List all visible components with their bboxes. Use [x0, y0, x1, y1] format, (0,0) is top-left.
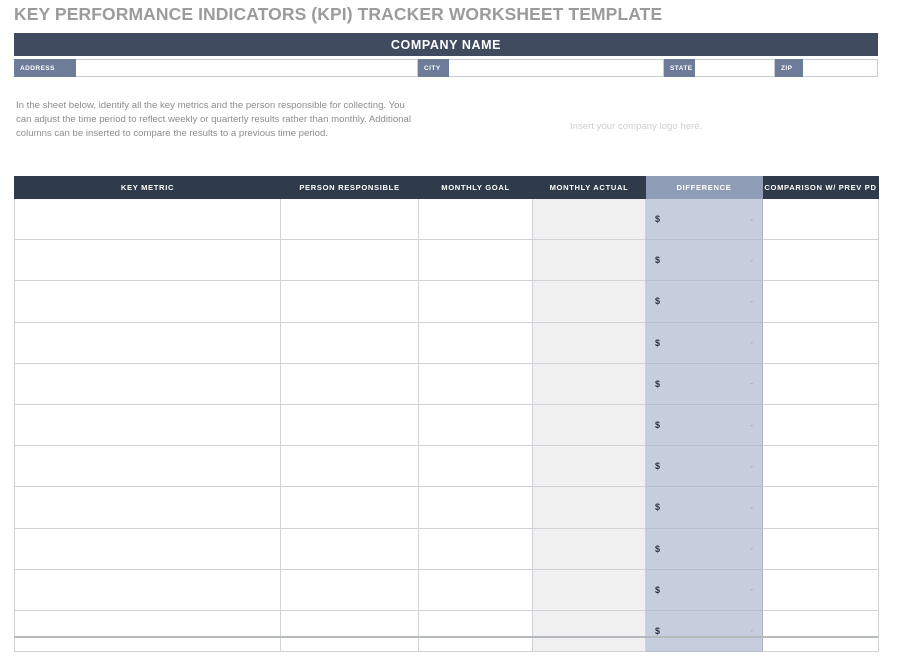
difference-value: -: [750, 461, 753, 471]
table-row: [15, 446, 879, 487]
cell-monthly-actual[interactable]: [533, 363, 646, 404]
cell-difference[interactable]: [646, 487, 763, 528]
column-header-monthly-actual[interactable]: MONTHLY ACTUAL: [533, 177, 646, 199]
company-name-label: COMPANY NAME: [390, 37, 502, 52]
cell-comparison-prev-pd[interactable]: [763, 363, 879, 404]
cell-monthly-actual[interactable]: [533, 446, 646, 487]
cell-key-metric[interactable]: [15, 610, 281, 651]
state-label: STATE: [664, 59, 695, 77]
cell-key-metric[interactable]: [15, 199, 281, 240]
cell-difference[interactable]: [646, 610, 763, 651]
cell-difference[interactable]: [646, 363, 763, 404]
cell-monthly-goal[interactable]: [419, 528, 533, 569]
cell-comparison-prev-pd[interactable]: [763, 487, 879, 528]
difference-value: -: [750, 379, 753, 389]
cell-comparison-prev-pd[interactable]: [763, 569, 879, 610]
cell-key-metric[interactable]: [15, 281, 281, 322]
table-row: [15, 528, 879, 569]
cell-comparison-prev-pd[interactable]: [763, 404, 879, 445]
currency-symbol: $: [655, 337, 661, 348]
cell-person-responsible[interactable]: [281, 446, 419, 487]
cell-comparison-prev-pd[interactable]: [763, 199, 879, 240]
cell-difference[interactable]: [646, 199, 763, 240]
currency-symbol: $: [655, 255, 661, 266]
difference-value: -: [750, 502, 753, 512]
cell-difference[interactable]: [646, 404, 763, 445]
cell-monthly-goal[interactable]: [419, 322, 533, 363]
column-header-comparison-prev-pd[interactable]: COMPARISON W/ PREV PD: [763, 177, 879, 199]
cell-person-responsible[interactable]: [281, 569, 419, 610]
city-label: CITY: [418, 59, 449, 77]
cell-key-metric[interactable]: [15, 446, 281, 487]
cell-monthly-actual[interactable]: [533, 487, 646, 528]
column-header-key-metric[interactable]: KEY METRIC: [15, 177, 281, 199]
cell-person-responsible[interactable]: [281, 528, 419, 569]
cell-person-responsible[interactable]: [281, 487, 419, 528]
cell-monthly-goal[interactable]: [419, 446, 533, 487]
column-header-person-responsible[interactable]: PERSON RESPONSIBLE: [281, 177, 419, 199]
cell-monthly-actual[interactable]: [533, 610, 646, 651]
state-input[interactable]: [695, 59, 775, 77]
cell-monthly-goal[interactable]: [419, 281, 533, 322]
address-strip: [14, 59, 878, 77]
address-input[interactable]: [76, 59, 418, 77]
difference-value: -: [750, 296, 753, 306]
cell-monthly-actual[interactable]: [533, 404, 646, 445]
difference-value: -: [750, 214, 753, 224]
cell-comparison-prev-pd[interactable]: [763, 446, 879, 487]
table-row: [15, 240, 879, 281]
difference-value: -: [750, 420, 753, 430]
cell-person-responsible[interactable]: [281, 404, 419, 445]
table-row: [15, 487, 879, 528]
cell-monthly-goal[interactable]: [419, 404, 533, 445]
cell-monthly-actual[interactable]: [533, 528, 646, 569]
difference-value: -: [750, 626, 753, 636]
cell-monthly-goal[interactable]: [419, 487, 533, 528]
table-row: [15, 404, 879, 445]
cell-person-responsible[interactable]: [281, 199, 419, 240]
currency-symbol: $: [655, 502, 661, 513]
difference-value: -: [750, 255, 753, 265]
cell-difference[interactable]: [646, 322, 763, 363]
zip-input[interactable]: [803, 59, 878, 77]
cell-monthly-goal[interactable]: [419, 240, 533, 281]
currency-symbol: $: [655, 543, 661, 554]
table-row: [15, 322, 879, 363]
column-header-monthly-goal[interactable]: MONTHLY GOAL: [419, 177, 533, 199]
cell-key-metric[interactable]: [15, 487, 281, 528]
difference-value: -: [750, 544, 753, 554]
cell-monthly-actual[interactable]: [533, 569, 646, 610]
table-bottom-rule: [14, 636, 878, 638]
cell-person-responsible[interactable]: [281, 363, 419, 404]
table-row: [15, 281, 879, 322]
logo-placeholder-hint: Insert your company logo here.: [570, 121, 703, 132]
cell-monthly-actual[interactable]: [533, 281, 646, 322]
currency-symbol: $: [655, 214, 661, 225]
table-row: [15, 569, 879, 610]
instructions-text: In the sheet below, identify all the key metrics and the person responsible for collecting. You can adjust the time period to reflect weekly or quarterly results rather than monthly. Additional columns can be inserted to compare the results to a previous time period.: [16, 100, 411, 140]
cell-key-metric[interactable]: [15, 404, 281, 445]
city-input[interactable]: [449, 59, 664, 77]
kpi-table: [14, 176, 879, 652]
cell-difference[interactable]: [646, 569, 763, 610]
cell-person-responsible[interactable]: [281, 610, 419, 651]
column-header-difference[interactable]: DIFFERENCE: [646, 177, 763, 199]
cell-monthly-actual[interactable]: [533, 240, 646, 281]
difference-value: -: [750, 585, 753, 595]
page-title: KEY PERFORMANCE INDICATORS (KPI) TRACKER WORKSHEET TEMPLATE: [14, 4, 663, 24]
cell-monthly-goal[interactable]: [419, 610, 533, 651]
company-name-banner: [14, 33, 878, 56]
cell-key-metric[interactable]: [15, 569, 281, 610]
currency-symbol: $: [655, 378, 661, 389]
table-body: [15, 199, 879, 652]
cell-key-metric[interactable]: [15, 322, 281, 363]
cell-key-metric[interactable]: [15, 240, 281, 281]
cell-difference[interactable]: [646, 528, 763, 569]
cell-key-metric[interactable]: [15, 528, 281, 569]
currency-symbol: $: [655, 584, 661, 595]
cell-monthly-goal[interactable]: [419, 569, 533, 610]
cell-comparison-prev-pd[interactable]: [763, 281, 879, 322]
table-row: [15, 610, 879, 651]
cell-comparison-prev-pd[interactable]: [763, 528, 879, 569]
currency-symbol: $: [655, 461, 661, 472]
currency-symbol: $: [655, 625, 661, 636]
cell-person-responsible[interactable]: [281, 240, 419, 281]
table-row: [15, 363, 879, 404]
cell-comparison-prev-pd[interactable]: [763, 240, 879, 281]
cell-comparison-prev-pd[interactable]: [763, 322, 879, 363]
cell-monthly-goal[interactable]: [419, 199, 533, 240]
currency-symbol: $: [655, 296, 661, 307]
table-row: [15, 199, 879, 240]
cell-comparison-prev-pd[interactable]: [763, 610, 879, 651]
cell-key-metric[interactable]: [15, 363, 281, 404]
cell-monthly-actual[interactable]: [533, 322, 646, 363]
cell-difference[interactable]: [646, 240, 763, 281]
cell-person-responsible[interactable]: [281, 281, 419, 322]
address-label: ADDRESS: [14, 59, 76, 77]
table-header-row: [15, 177, 879, 199]
cell-monthly-actual[interactable]: [533, 199, 646, 240]
zip-label: ZIP: [775, 59, 803, 77]
cell-monthly-goal[interactable]: [419, 363, 533, 404]
currency-symbol: $: [655, 420, 661, 431]
cell-difference[interactable]: [646, 281, 763, 322]
cell-difference[interactable]: [646, 446, 763, 487]
cell-person-responsible[interactable]: [281, 322, 419, 363]
difference-value: -: [750, 338, 753, 348]
